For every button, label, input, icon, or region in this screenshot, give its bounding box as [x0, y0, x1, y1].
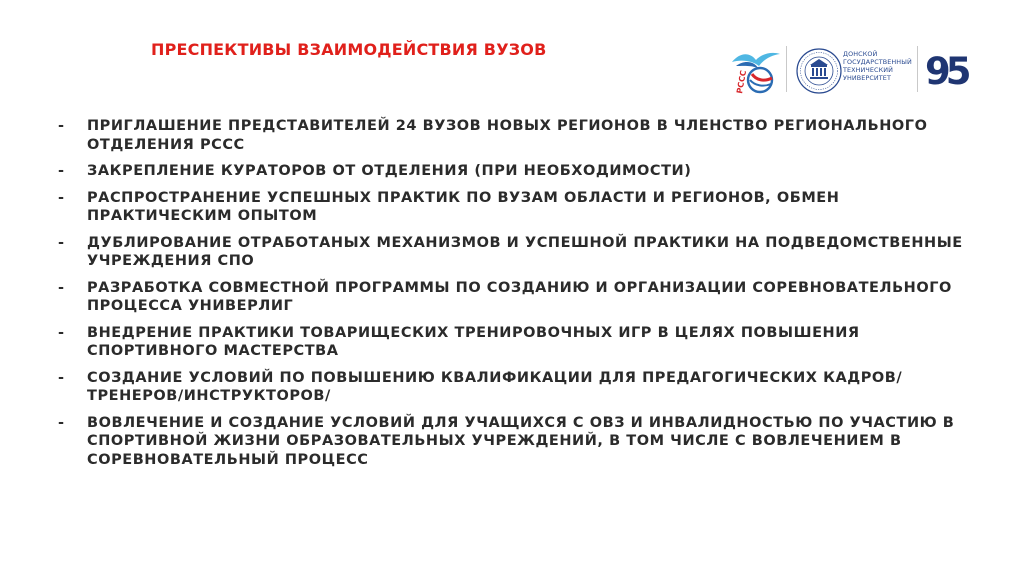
list-item — [58, 324, 978, 361]
list-item-text: ЗАКРЕПЛЕНИЕ КУРАТОРОВ ОТ ОТДЕЛЕНИЯ (ПРИ НЕОБХОДИМОСТИ) — [87, 163, 692, 179]
list-item-text: РАСПРОСТРАНЕНИЕ УСПЕШНЫХ ПРАКТИК ПО ВУЗАМ ОБЛАСТИ И РЕГИОНОВ, ОБМЕН ПРАКТИЧЕСКИМ ОПЫТОМ — [87, 189, 840, 224]
dgtu-emblem-icon — [794, 46, 844, 96]
anniversary-95-icon — [924, 43, 976, 95]
dgtu-name-line: ГОСУДАРСТВЕННЫЙ — [843, 58, 912, 66]
list-item — [58, 117, 978, 154]
bullet-dash: - — [58, 324, 65, 341]
rsss-logo-icon — [728, 44, 782, 98]
list-item-text: ДУБЛИРОВАНИЕ ОТРАБОТАНЫХ МЕХАНИЗМОВ И УСПЕШНОЙ ПРАКТИКИ НА ПОДВЕДОМСТВЕННЫЕ УЧРЕЖДЕНИЯ СПО — [87, 234, 963, 269]
list-item-text: РАЗРАБОТКА СОВМЕСТНОЙ ПРОГРАММЫ ПО СОЗДАНИЮ И ОРГАНИЗАЦИИ СОРЕВНОВАТЕЛЬНОГО ПРОЦЕССА УНИВЕРЛИГ — [87, 279, 952, 314]
list-item — [58, 189, 978, 226]
logo-strip — [728, 40, 978, 98]
logo-separator — [786, 46, 787, 92]
list-item — [58, 414, 978, 470]
list-item-text: ПРИГЛАШЕНИЕ ПРЕДСТАВИТЕЛЕЙ 24 ВУЗОВ НОВЫХ РЕГИОНОВ В ЧЛЕНСТВО РЕГИОНАЛЬНОГО ОТДЕЛЕНИЯ РСCC — [87, 118, 928, 153]
list-item — [58, 234, 978, 271]
bullet-dash: - — [58, 369, 65, 386]
list-item — [58, 279, 978, 316]
bullet-dash: - — [58, 189, 65, 206]
bullet-dash: - — [58, 279, 65, 296]
bullet-dash: - — [58, 414, 65, 431]
anniversary-95-text: 95 — [925, 50, 967, 93]
list-item-text: СОЗДАНИЕ УСЛОВИЙ ПО ПОВЫШЕНИЮ КВАЛИФИКАЦИИ ДЛЯ ПРЕДАГОГИЧЕСКИХ КАДРОВ/ ТРЕНЕРОВ/ИНСТРУКТОРОВ/ — [87, 369, 903, 404]
bullet-dash: - — [58, 118, 65, 134]
list-item — [58, 369, 978, 406]
list-item — [58, 162, 978, 181]
rsss-logo-text: РССС — [735, 69, 749, 95]
dgtu-name-line: УНИВЕРСИТЕТ — [843, 74, 891, 82]
dgtu-name — [843, 50, 919, 82]
slide-title: ПРЕСПЕКТИВЫ ВЗАИМОДЕЙСТВИЯ ВУЗОВ — [151, 40, 547, 59]
bullet-list — [58, 117, 978, 477]
dgtu-name-line: ТЕХНИЧЕСКИЙ — [843, 66, 893, 74]
list-item-text: ВНЕДРЕНИЕ ПРАКТИКИ ТОВАРИЩЕСКИХ ТРЕНИРОВОЧНЫХ ИГР В ЦЕЛЯХ ПОВЫШЕНИЯ СПОРТИВНОГО МАСТЕРСТВА — [87, 324, 860, 359]
dgtu-name-line: ДОНСКОЙ — [843, 50, 878, 58]
bullet-dash: - — [58, 163, 65, 179]
logo-separator — [917, 46, 918, 92]
bullet-dash: - — [58, 234, 65, 251]
list-item-text: ВОВЛЕЧЕНИЕ И СОЗДАНИЕ УСЛОВИЙ ДЛЯ УЧАЩИХСЯ С ОВЗ И ИНВАЛИДНОСТЬЮ ПО УЧАСТИЮ В СПОРТИВНОЙ ЖИЗНИ ОБРАЗОВАТЕЛЬНЫХ УЧРЕЖДЕНИЙ, В ТОМ ЧИСЛЕ С ВОВЛЕЧЕНИЕМ В СОРЕВНОВАТЕЛЬНЫЙ ПРОЦЕСС — [87, 414, 955, 468]
